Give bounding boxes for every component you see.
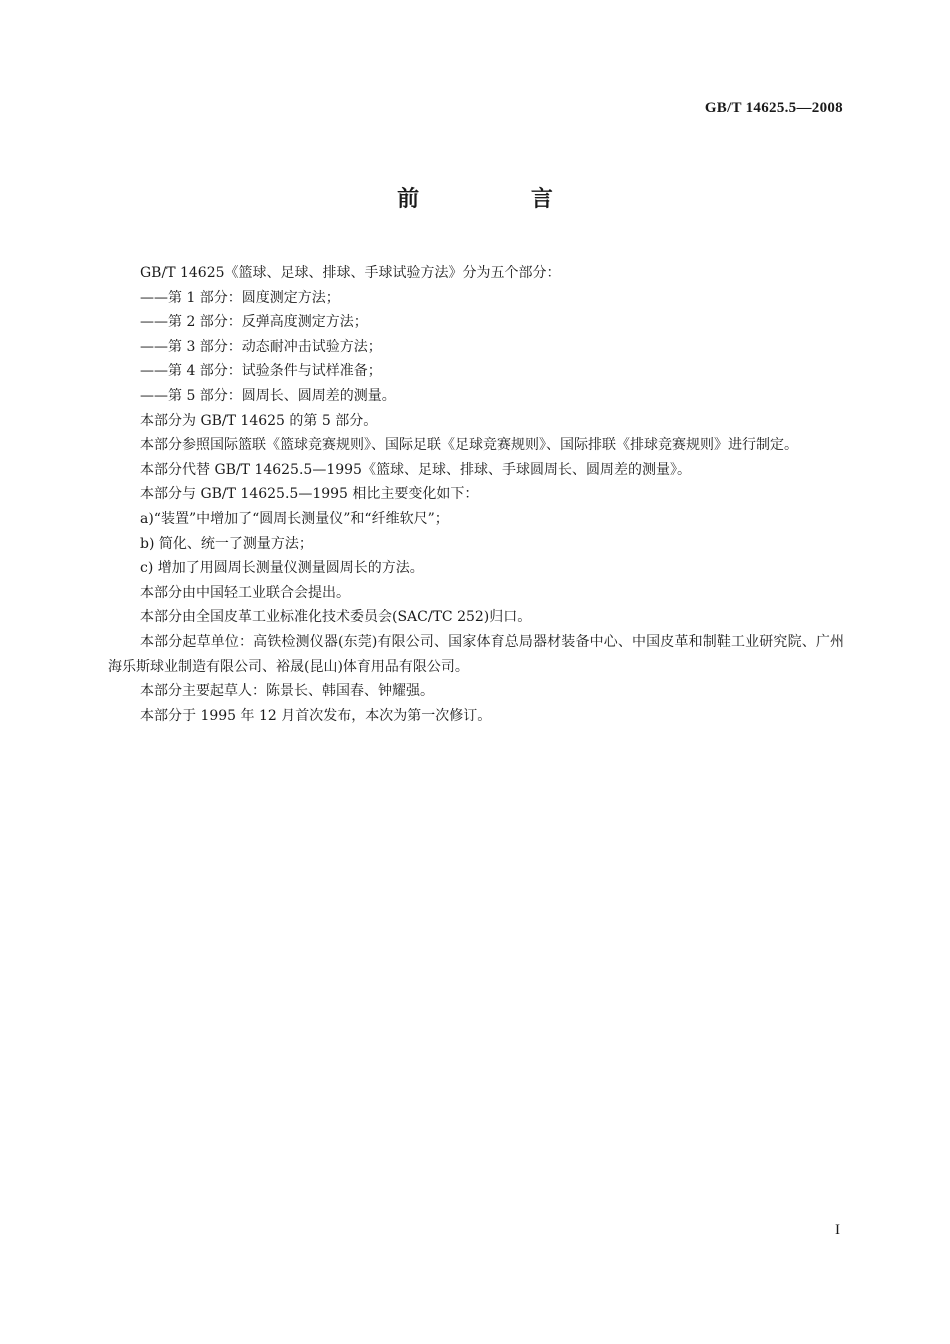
page-title: 前 言 [397,187,605,212]
paragraph: 本部分于 1995 年 12 月首次发布，本次为第一次修订。 [140,707,492,724]
paragraph: GB/T 14625《篮球、足球、排球、手球试验方法》分为五个部分： [140,265,561,281]
paragraph: 本部分与 GB/T 14625.5—1995 相比主要变化如下： [140,486,479,503]
paragraph: 本部分主要起草人：陈景长、韩国春、钟耀强。 [140,683,434,700]
list-item: ——第 3 部分：动态耐冲击试验方法； [140,338,382,355]
standard-code: GB/T 14625.5—2008 [704,100,843,116]
list-item: ——第 4 部分：试验条件与试样准备； [140,363,382,380]
paragraph: 本部分代替 GB/T 14625.5—1995《篮球、足球、排球、手球圆周长、圆周差的测量》。 [140,461,691,478]
foreword-body [108,261,844,728]
paragraph: 本部分由中国轻工业联合会提出。 [140,584,350,601]
list-item: ——第 1 部分：圆度测定方法； [140,289,340,306]
list-item: c) 增加了用圆周长测量仪测量圆周长的方法。 [140,560,424,577]
list-item: a)“装置”中增加了“圆周长测量仪”和“纤维软尺”； [140,510,449,527]
page-number: I [835,1222,840,1238]
list-item: ——第 5 部分：圆周长、圆周差的测量。 [140,387,396,404]
list-item: ——第 2 部分：反弹高度测定方法； [140,314,368,331]
paragraph: 本部分起草单位：高铁检测仪器(东莞)有限公司、国家体育总局器材装备中心、中国皮革和制鞋工业研究院、广州海乐斯球业制造有限公司、裕晟(昆山)体育用品有限公司。 [108,633,844,675]
paragraph: 本部分由全国皮革工业标准化技术委员会(SAC/TC 252)归口。 [140,609,532,626]
list-item: b) 简化、统一了测量方法； [140,535,313,552]
paragraph: 本部分为 GB/T 14625 的第 5 部分。 [140,412,378,429]
paragraph: 本部分参照国际篮联《篮球竞赛规则》、国际足联《足球竞赛规则》、国际排联《排球竞赛规则》进行制定。 [140,437,798,454]
